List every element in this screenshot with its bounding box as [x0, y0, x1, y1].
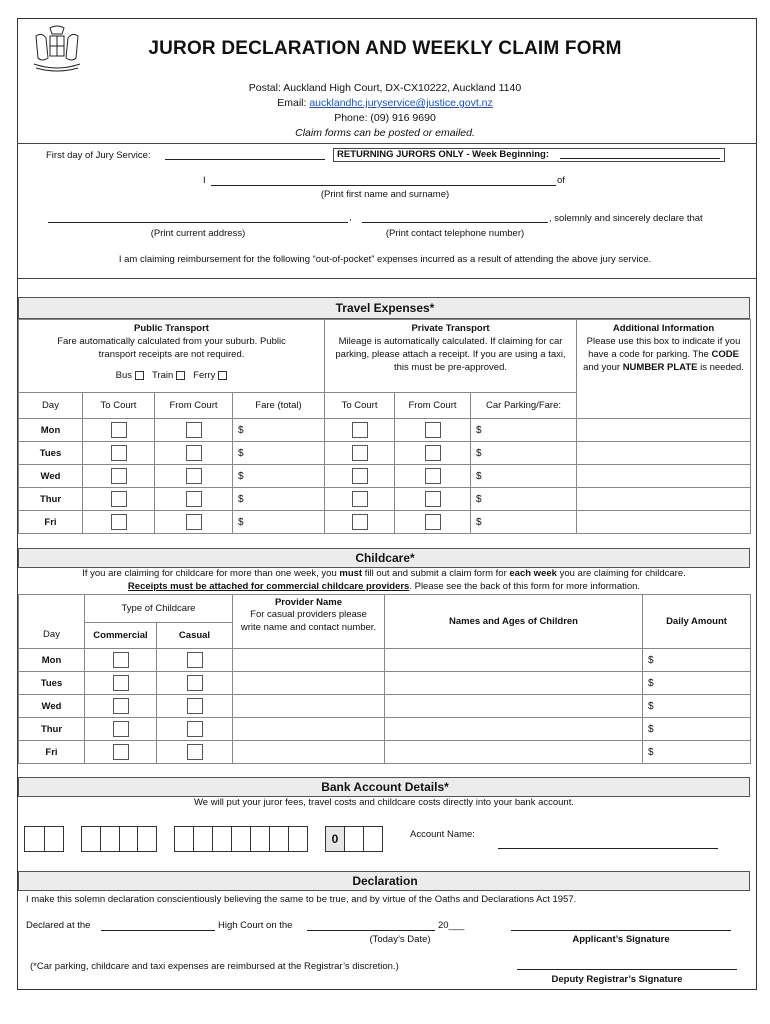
print-name-hint: (Print first name and surname)	[320, 189, 450, 200]
email-link[interactable]: aucklandhc.juryservice@justice.govt.nz	[309, 97, 493, 109]
account-name-label: Account Name:	[410, 829, 475, 840]
type-of-childcare-header: Type of Childcare	[85, 595, 233, 623]
declaration-title: Declaration	[352, 874, 418, 888]
transport-mode-row	[19, 370, 324, 381]
private-transport-desc: Mileage is automatically calculated. If claiming for car parking, please attach a receipt. If you are using a taxi, this must be pre-approved.	[335, 336, 566, 373]
private-to-court-checkbox[interactable]	[352, 468, 368, 484]
address-field[interactable]	[48, 222, 348, 223]
car-parking-cell[interactable]: $	[471, 465, 577, 488]
childcare-day-header: Day	[19, 595, 85, 649]
childcare-day-label: Tues	[19, 672, 85, 695]
col-from-court: From Court	[155, 393, 233, 419]
public-transport-cell	[19, 320, 325, 393]
casual-cell	[157, 672, 233, 695]
fare-total-cell[interactable]: $	[233, 465, 325, 488]
col-private-to-court: To Court	[325, 393, 395, 419]
train-checkbox[interactable]	[176, 371, 185, 380]
private-from-court-checkbox[interactable]	[425, 514, 441, 530]
additional-info-row-cell[interactable]	[577, 465, 751, 488]
ferry-checkbox[interactable]	[218, 371, 227, 380]
travel-day-label: Tues	[19, 442, 83, 465]
form-title: JUROR DECLARATION AND WEEKLY CLAIM FORM	[148, 38, 622, 59]
email-line	[0, 97, 770, 109]
train-label: Train	[151, 370, 174, 381]
deputy-signature-field[interactable]	[517, 969, 737, 970]
provider-name-field[interactable]	[233, 741, 385, 764]
childcare-day-label: Wed	[19, 695, 85, 718]
travel-title: Travel Expenses*	[335, 301, 435, 315]
daily-amount-header: Daily Amount	[643, 595, 751, 649]
private-from-court-cell	[395, 442, 471, 465]
travel-day-label: Fri	[19, 511, 83, 534]
public-to-court-checkbox[interactable]	[111, 491, 127, 507]
first-day-field[interactable]	[165, 159, 325, 160]
childcare-row	[19, 741, 751, 764]
suffix-field[interactable]	[325, 826, 383, 852]
childcare-row	[19, 695, 751, 718]
public-from-court-checkbox[interactable]	[186, 468, 202, 484]
declaration-text: I make this solemn declaration conscientiously believing the same to be true, and by virtue of the Oaths and Declarations Act 1957.	[26, 894, 577, 905]
applicant-signature-field[interactable]	[511, 930, 731, 931]
returning-jurors-box	[333, 148, 725, 162]
travel-row	[19, 465, 751, 488]
account-name-field[interactable]	[498, 848, 718, 849]
provider-name-field[interactable]	[233, 718, 385, 741]
childcare-row	[19, 718, 751, 741]
public-to-court-cell	[83, 442, 155, 465]
bank-desc: We will put your juror fees, travel costs and childcare costs directly into your bank account.	[194, 797, 574, 808]
bank-code-field[interactable]	[24, 826, 64, 852]
solemnly-text: , solemnly and sincerely declare that	[549, 213, 703, 224]
first-day-label: First day of Jury Service:	[46, 150, 151, 161]
daily-amount-field[interactable]: $	[643, 672, 751, 695]
casual-checkbox[interactable]	[187, 721, 203, 737]
bus-checkbox[interactable]	[135, 371, 144, 380]
year-label: 20___	[438, 920, 465, 931]
childcare-day-label: Mon	[19, 649, 85, 672]
travel-row	[19, 419, 751, 442]
additional-info-desc	[577, 334, 750, 375]
applicant-signature-label: Applicant’s Signature	[572, 934, 670, 945]
email-label: Email:	[277, 97, 307, 109]
childcare-title: Childcare*	[355, 551, 415, 565]
high-court-on-label: High Court on the	[218, 920, 293, 931]
divider	[17, 143, 757, 144]
public-from-court-checkbox[interactable]	[186, 422, 202, 438]
fare-total-cell[interactable]: $	[233, 511, 325, 534]
childcare-intro-c: you are claiming for childcare.	[559, 568, 686, 579]
childcare-intro-b: fill out and submit a claim form for	[364, 568, 507, 579]
commercial-cell	[85, 718, 157, 741]
private-from-court-checkbox[interactable]	[425, 422, 441, 438]
car-parking-cell[interactable]: $	[471, 442, 577, 465]
travel-table	[18, 319, 751, 534]
name-field[interactable]	[211, 185, 556, 186]
public-to-court-cell	[83, 465, 155, 488]
week-beginning-field[interactable]	[560, 158, 720, 159]
phone: Phone: (09) 916 9690	[334, 112, 436, 124]
provider-name-cell	[233, 595, 385, 649]
casual-cell	[157, 718, 233, 741]
public-from-court-cell	[155, 442, 233, 465]
suffix-prefill: 0	[326, 827, 345, 851]
public-from-court-checkbox[interactable]	[186, 491, 202, 507]
is-needed-text: is needed.	[700, 362, 744, 373]
casual-cell	[157, 649, 233, 672]
private-to-court-checkbox[interactable]	[352, 422, 368, 438]
branch-field[interactable]	[81, 826, 157, 852]
public-from-court-cell	[155, 465, 233, 488]
childcare-see-back: . Please see the back of this form for more information.	[409, 581, 641, 592]
private-to-court-cell	[325, 419, 395, 442]
childcare-row	[19, 649, 751, 672]
public-from-court-checkbox[interactable]	[186, 445, 202, 461]
travel-day-label: Thur	[19, 488, 83, 511]
daily-amount-field[interactable]: $	[643, 649, 751, 672]
private-transport-cell	[325, 320, 577, 393]
childcare-table	[18, 594, 751, 764]
provider-name-field[interactable]	[233, 695, 385, 718]
commercial-cell	[85, 649, 157, 672]
deputy-signature-label: Deputy Registrar’s Signature	[551, 974, 683, 985]
claim-note: Claim forms can be posted or emailed.	[295, 127, 475, 139]
childcare-day-label: Fri	[19, 741, 85, 764]
private-to-court-cell	[325, 442, 395, 465]
children-names-field[interactable]	[385, 672, 643, 695]
bank-title: Bank Account Details*	[321, 780, 449, 794]
commercial-header: Commercial	[85, 623, 157, 649]
casual-cell	[157, 741, 233, 764]
names-ages-header: Names and Ages of Children	[385, 595, 643, 649]
private-to-court-cell	[325, 488, 395, 511]
private-to-court-checkbox[interactable]	[352, 445, 368, 461]
bus-label: Bus	[115, 370, 133, 381]
fare-total-cell[interactable]: $	[233, 488, 325, 511]
col-day: Day	[19, 393, 83, 419]
col-to-court: To Court	[83, 393, 155, 419]
postal-address: Postal: Auckland High Court, DX-CX10222, Auckland 1140	[248, 82, 522, 94]
commercial-cell	[85, 695, 157, 718]
travel-day-label: Mon	[19, 419, 83, 442]
comma: ,	[349, 212, 352, 223]
date-field[interactable]	[307, 930, 435, 931]
casual-checkbox[interactable]	[187, 744, 203, 760]
additional-info-row-cell[interactable]	[577, 442, 751, 465]
public-to-court-cell	[83, 419, 155, 442]
additional-info-text: Please use this box to indicate if you have a code for parking. The	[586, 336, 741, 360]
fare-total-cell[interactable]: $	[233, 442, 325, 465]
private-from-court-checkbox[interactable]	[425, 445, 441, 461]
phone-field[interactable]	[362, 222, 548, 223]
daily-amount-field[interactable]: $	[643, 718, 751, 741]
car-parking-cell[interactable]: $	[471, 488, 577, 511]
casual-checkbox[interactable]	[187, 652, 203, 668]
print-address-hint: (Print current address)	[150, 228, 246, 239]
divider	[17, 278, 757, 279]
col-private-from-court: From Court	[395, 393, 471, 419]
childcare-must: must	[339, 568, 363, 579]
car-parking-cell[interactable]: $	[471, 511, 577, 534]
commercial-checkbox[interactable]	[113, 698, 129, 714]
public-from-court-cell	[155, 488, 233, 511]
code-text: CODE	[711, 349, 739, 360]
commercial-cell	[85, 741, 157, 764]
commercial-cell	[85, 672, 157, 695]
childcare-day-label: Thur	[19, 718, 85, 741]
additional-info-row-cell[interactable]	[577, 488, 751, 511]
travel-row	[19, 442, 751, 465]
declared-at-label: Declared at the	[26, 920, 91, 931]
discretion-note: (*Car parking, childcare and taxi expenses are reimbursed at the Registrar’s discretion.)	[30, 961, 399, 972]
childcare-row	[19, 672, 751, 695]
casual-header: Casual	[157, 623, 233, 649]
public-to-court-checkbox[interactable]	[111, 514, 127, 530]
childcare-receipts: Receipts must be attached for commercial childcare providers	[127, 581, 410, 592]
private-to-court-cell	[325, 465, 395, 488]
public-to-court-checkbox[interactable]	[111, 445, 127, 461]
additional-info-cell[interactable]	[577, 320, 751, 419]
commercial-checkbox[interactable]	[113, 721, 129, 737]
ferry-label: Ferry	[193, 370, 216, 381]
children-names-field[interactable]	[385, 695, 643, 718]
childcare-header	[18, 548, 750, 568]
casual-checkbox[interactable]	[187, 698, 203, 714]
account-number-field[interactable]	[174, 826, 308, 852]
public-transport-desc: Fare automatically calculated from your suburb. Public transport receipts are not required.	[57, 336, 286, 360]
travel-header	[18, 297, 750, 319]
fare-total-cell[interactable]: $	[233, 419, 325, 442]
bank-header	[18, 777, 750, 797]
childcare-intro-a: If you are claiming for childcare for more than one week, you	[82, 568, 337, 579]
returning-label: RETURNING JURORS ONLY - Week Beginning:	[337, 149, 550, 160]
todays-date-hint: (Today’s Date)	[369, 934, 431, 945]
casual-cell	[157, 695, 233, 718]
col-fare: Fare (total)	[233, 393, 325, 419]
public-from-court-checkbox[interactable]	[186, 514, 202, 530]
private-to-court-cell	[325, 511, 395, 534]
provider-name-desc: For casual providers please write name and contact number.	[240, 609, 377, 633]
provider-name-field[interactable]	[233, 649, 385, 672]
public-to-court-checkbox[interactable]	[111, 468, 127, 484]
public-from-court-cell	[155, 419, 233, 442]
casual-checkbox[interactable]	[187, 675, 203, 691]
private-to-court-checkbox[interactable]	[352, 491, 368, 507]
daily-amount-field[interactable]: $	[643, 741, 751, 764]
public-transport-title: Public Transport	[134, 323, 209, 334]
print-phone-hint: (Print contact telephone number)	[385, 228, 525, 239]
public-from-court-cell	[155, 511, 233, 534]
commercial-checkbox[interactable]	[113, 652, 129, 668]
claim-statement: I am claiming reimbursement for the following “out-of-pocket” expenses incurred as a result of attending the above jury service.	[118, 254, 652, 265]
provider-name-field[interactable]	[233, 672, 385, 695]
provider-name-header: Provider Name	[274, 597, 343, 608]
declaration-header	[18, 871, 750, 891]
of-label: of	[557, 175, 565, 186]
commercial-checkbox[interactable]	[113, 675, 129, 691]
children-names-field[interactable]	[385, 741, 643, 764]
childcare-receipts-line	[18, 581, 750, 592]
travel-row	[19, 511, 751, 534]
private-transport-title: Private Transport	[411, 323, 490, 334]
private-to-court-checkbox[interactable]	[352, 514, 368, 530]
childcare-intro	[18, 568, 750, 579]
public-to-court-cell	[83, 511, 155, 534]
private-from-court-cell	[395, 465, 471, 488]
additional-info-title: Additional Information	[612, 323, 715, 334]
court-location-field[interactable]	[101, 930, 215, 931]
private-from-court-checkbox[interactable]	[425, 468, 441, 484]
private-from-court-cell	[395, 419, 471, 442]
daily-amount-field[interactable]: $	[643, 695, 751, 718]
number-plate-text: NUMBER PLATE	[622, 362, 698, 373]
i-label: I	[203, 175, 206, 186]
children-names-field[interactable]	[385, 718, 643, 741]
additional-info-row-cell[interactable]	[577, 419, 751, 442]
children-names-field[interactable]	[385, 649, 643, 672]
private-from-court-checkbox[interactable]	[425, 491, 441, 507]
private-from-court-cell	[395, 511, 471, 534]
commercial-checkbox[interactable]	[113, 744, 129, 760]
private-from-court-cell	[395, 488, 471, 511]
additional-info-row-cell[interactable]	[577, 511, 751, 534]
car-parking-cell[interactable]: $	[471, 419, 577, 442]
travel-row	[19, 488, 751, 511]
travel-day-label: Wed	[19, 465, 83, 488]
and-your-text: and your	[583, 362, 621, 373]
public-to-court-checkbox[interactable]	[111, 422, 127, 438]
col-car-parking: Car Parking/Fare:	[471, 393, 577, 419]
public-to-court-cell	[83, 488, 155, 511]
childcare-each-week: each week	[509, 568, 557, 579]
